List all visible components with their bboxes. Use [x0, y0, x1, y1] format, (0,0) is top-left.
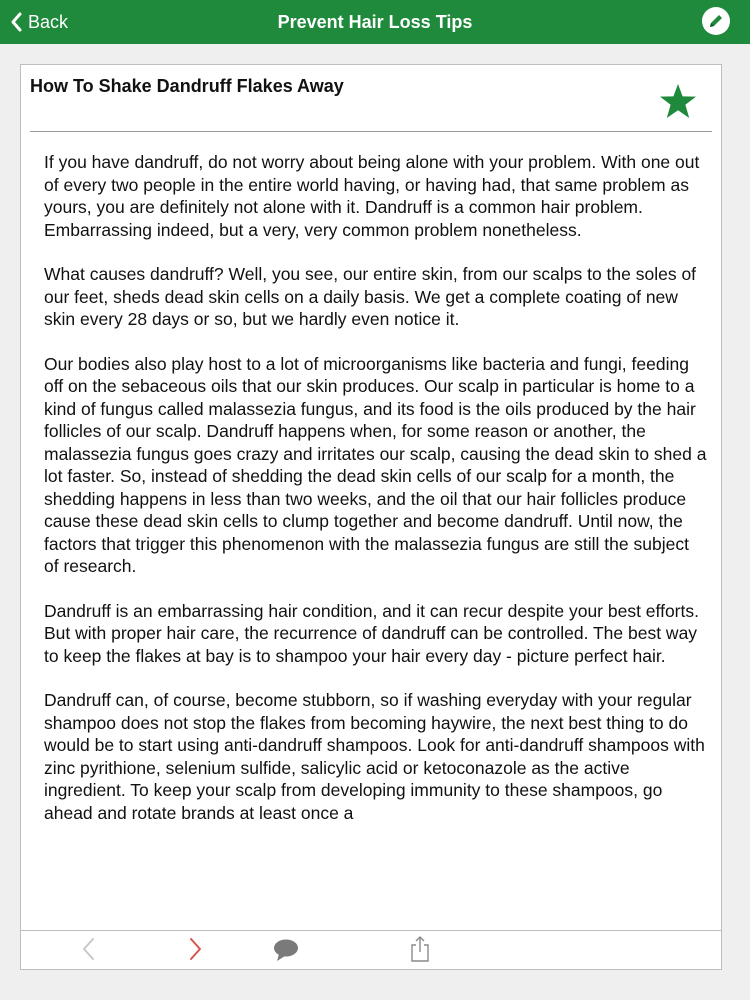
- star-icon[interactable]: [659, 83, 697, 119]
- article-title: How To Shake Dandruff Flakes Away: [30, 76, 344, 96]
- paragraph: Our bodies also play host to a lot of microorganisms like bacteria and fungi, feeding off on the sebaceous oils that our skin produces. Our scalp in particular is home to a kind of fungus called malassezia fungus, and its food is the oils produced by the hair follicles of our scalp. Dandruff happens when, for some reason or another, the malassezia fungus goes crazy and irritates our scalp, causing the dead skin to shed a lot faster. So, instead of shedding the dead skin cells of our scalp for a month, the shedding happens in less than two weeks, and the oil that our hair follicles produce cause these dead skin cells to clump together and become dandruff. Until now, the factors that trigger this phenomenon with the malassezia fungus are still the subject of research.: [44, 353, 707, 576]
- page-title: Prevent Hair Loss Tips: [277, 12, 473, 32]
- pencil-icon: [707, 12, 725, 30]
- article-body: [44, 151, 708, 893]
- top-navigation-bar: [0, 0, 750, 44]
- paragraph: Dandruff can, of course, become stubborn, so if washing everyday with your regular shampoo does not stop the flakes from becoming haywire, the next best thing to do would be to start using anti-dandruff shampoos. Look for anti-dandruff shampoos with zinc pyrithione, selenium sulfide, salicylic acid or ketoconazole as the active ingredient. To keep your scalp from developing immunity to these shampoos, go ahead and rotate brands at least once a: [44, 690, 705, 823]
- edit-button[interactable]: [702, 7, 730, 35]
- chevron-left-icon[interactable]: [81, 937, 97, 961]
- title-divider: [30, 131, 712, 132]
- back-label: Back: [28, 11, 69, 32]
- chevron-right-icon[interactable]: [187, 937, 203, 961]
- share-icon[interactable]: [409, 935, 431, 963]
- paragraph: Dandruff is an embarrassing hair condition, and it can recur despite your best efforts. But with proper hair care, the recurrence of dandruff can be controlled. The best way to keep the flakes at bay is to shampoo your hair every day - picture perfect hair.: [44, 600, 699, 666]
- paragraph: If you have dandruff, do not worry about being alone with your problem. With one out of every two people in the entire world having, or having had, that same problem as yours, you are definitely not alone with it. Dandruff is a common hair problem. Embarrassing indeed, but a very, very common problem nonetheless.: [44, 152, 700, 240]
- paragraph: What causes dandruff? Well, you see, our entire skin, from our scalps to the soles of our feet, sheds dead skin cells on a daily basis. We get a complete coating of new skin every 28 days or so, but we hardly even notice it.: [44, 264, 697, 329]
- bottom-toolbar: [21, 930, 721, 969]
- comment-icon[interactable]: [273, 938, 299, 962]
- article-card: [20, 64, 722, 970]
